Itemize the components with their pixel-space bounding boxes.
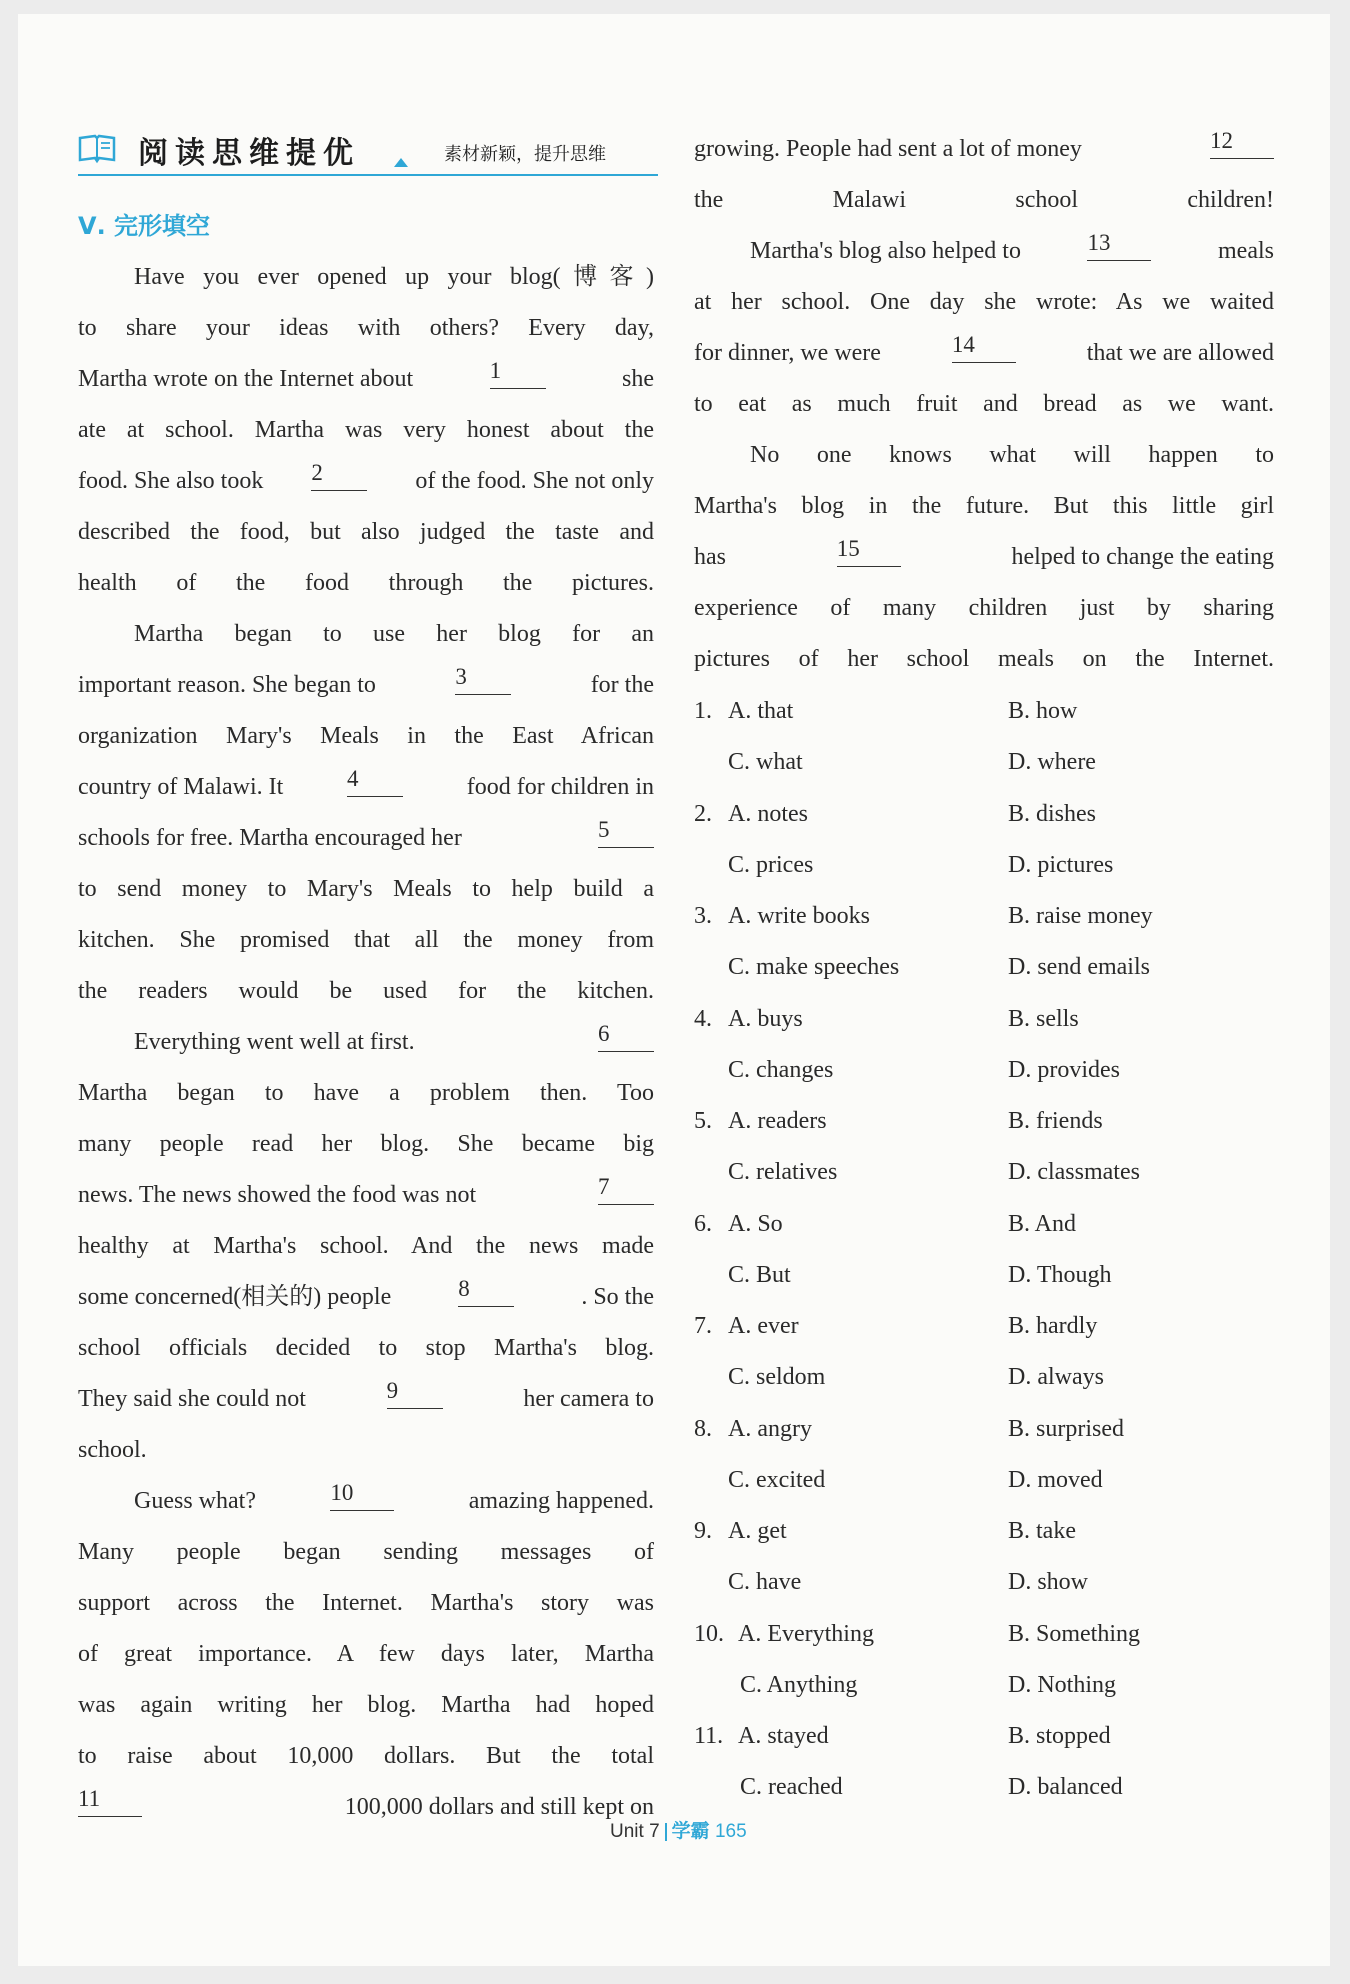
blank-6[interactable]: 6	[598, 1017, 654, 1052]
option-a[interactable]: A. ever	[728, 1313, 799, 1339]
line-text: support across the Internet. Martha's story was	[78, 1590, 654, 1616]
option-c[interactable]: C. make speeches	[728, 954, 900, 980]
footer-unit: Unit 7	[610, 1821, 660, 1842]
passage-line	[78, 1782, 654, 1833]
passage-line	[78, 1221, 654, 1272]
header-triangle-marker	[394, 158, 408, 167]
option-b[interactable]: B. take	[1008, 1518, 1076, 1544]
option-c[interactable]: C. excited	[728, 1466, 826, 1493]
blank-8[interactable]: 8	[458, 1272, 514, 1307]
passage-line	[78, 252, 654, 303]
line-text: Guess what?	[134, 1488, 256, 1514]
passage-line	[78, 1374, 654, 1425]
passage-line	[78, 303, 654, 354]
line-text: important reason. She began to	[78, 672, 376, 698]
passage-line	[78, 1578, 654, 1629]
line-text: Many people began sending messages of	[78, 1539, 654, 1565]
question-number: 7.	[694, 1313, 712, 1339]
line-text: to share your ideas with others? Every day,	[78, 315, 654, 341]
line-text: helped to change the eating	[1011, 544, 1274, 570]
line-text: to eat as much fruit and bread as we want.	[694, 391, 1274, 417]
option-a[interactable]: A. get	[728, 1518, 787, 1544]
header-title: 阅读思维提优	[138, 136, 360, 171]
section-header	[78, 118, 658, 176]
passage-line	[78, 915, 654, 966]
line-text: Martha began to have a problem then. Too	[78, 1080, 654, 1106]
line-text: described the food, but also judged the taste and	[78, 519, 654, 545]
line-text: country of Malawi. It	[78, 774, 284, 800]
line-text: meals	[1218, 238, 1274, 264]
question-number: 2.	[694, 800, 712, 827]
option-c[interactable]: C. Anything	[740, 1671, 858, 1698]
passage-line	[78, 1170, 654, 1221]
line-text: healthy at Martha's school. And the news made	[78, 1233, 654, 1259]
line-text: amazing happened.	[468, 1488, 654, 1514]
passage-line	[78, 1731, 654, 1782]
option-b[interactable]: B. And	[1008, 1210, 1077, 1237]
line-text: her camera to	[523, 1386, 654, 1412]
option-c[interactable]: C. prices	[728, 851, 814, 878]
passage-line	[78, 813, 654, 864]
option-d[interactable]: D. provides	[1008, 1056, 1120, 1083]
blank-3[interactable]: 3	[455, 660, 511, 695]
passage-line	[78, 1527, 654, 1578]
option-a[interactable]: A. readers	[728, 1108, 827, 1134]
passage-line	[78, 1476, 654, 1527]
option-b[interactable]: B. hardly	[1008, 1313, 1098, 1339]
option-a[interactable]: A. So	[728, 1210, 783, 1237]
option-a[interactable]: A. buys	[728, 1005, 803, 1032]
passage-line	[78, 1425, 654, 1476]
option-b[interactable]: B. friends	[1008, 1108, 1103, 1134]
line-text: organization Mary's Meals in the East African	[78, 723, 654, 749]
blank-1[interactable]: 1	[490, 354, 546, 389]
line-text: food. She also took	[78, 468, 264, 494]
line-text: the readers would be used for the kitchen.	[78, 978, 654, 1004]
blank-7[interactable]: 7	[598, 1170, 654, 1205]
line-text: ate at school. Martha was very honest about the	[78, 417, 654, 443]
line-text: that we are allowed	[1086, 340, 1274, 366]
passage-line	[78, 609, 654, 660]
passage-line	[694, 226, 1274, 277]
section-title: Ⅴ. 完形填空	[78, 212, 211, 240]
line-text: Everything went well at first.	[134, 1029, 415, 1055]
line-text: to send money to Mary's Meals to help build a	[78, 876, 654, 902]
line-text: Martha began to use her blog for an	[134, 621, 654, 647]
blank-10[interactable]: 10	[330, 1476, 394, 1511]
option-d[interactable]: D. where	[1008, 749, 1096, 775]
option-b[interactable]: B. how	[1008, 698, 1078, 724]
option-a[interactable]: A. stayed	[738, 1723, 829, 1749]
line-text: growing. People had sent a lot of money	[694, 136, 1082, 162]
blank-12[interactable]: 12	[1210, 124, 1274, 159]
line-text: Martha wrote on the Internet about	[78, 366, 414, 392]
option-b[interactable]: B. dishes	[1008, 800, 1097, 827]
option-a[interactable]: A. that	[728, 698, 794, 724]
option-c[interactable]: C. seldom	[728, 1364, 826, 1390]
option-d[interactable]: D. Nothing	[1008, 1671, 1116, 1698]
passage-line	[78, 660, 654, 711]
option-b[interactable]: B. sells	[1008, 1005, 1079, 1032]
passage-line	[78, 405, 654, 456]
line-text: food for children in	[466, 774, 654, 800]
line-text: some concerned(相关的) people	[78, 1284, 392, 1310]
option-b[interactable]: B. raise money	[1008, 903, 1153, 929]
passage-line	[78, 1017, 654, 1068]
question-number: 8.	[694, 1415, 712, 1442]
passage-line	[694, 583, 1274, 634]
blank-2[interactable]: 2	[311, 456, 367, 491]
passage-line	[78, 1272, 654, 1323]
passage-line	[78, 1119, 654, 1170]
passage-line	[694, 328, 1274, 379]
passage-line	[78, 1629, 654, 1680]
blank-11[interactable]: 11	[78, 1782, 142, 1817]
question-number: 3.	[694, 903, 712, 929]
passage-line	[694, 175, 1274, 226]
option-d[interactable]: D. moved	[1008, 1466, 1103, 1493]
passage-line	[78, 1680, 654, 1731]
line-text: she	[622, 366, 654, 392]
option-d[interactable]: D. always	[1008, 1364, 1104, 1390]
option-b[interactable]: B. stopped	[1008, 1723, 1111, 1749]
option-d[interactable]: D. Though	[1008, 1261, 1112, 1288]
page-number: 165	[714, 1821, 747, 1842]
line-text: to raise about 10,000 dollars. But the total	[78, 1743, 654, 1769]
line-text: health of the food through the pictures.	[78, 570, 654, 596]
blank-5[interactable]: 5	[598, 813, 654, 848]
question-number: 11.	[694, 1723, 724, 1749]
line-text: schools for free. Martha encouraged her	[78, 825, 462, 851]
line-text: experience of many children just by sharing	[694, 595, 1274, 621]
passage-line	[78, 354, 654, 405]
passage-line	[694, 124, 1274, 175]
option-a[interactable]: A. write books	[728, 903, 870, 929]
line-text: at her school. One day she wrote: As we waited	[694, 289, 1274, 315]
option-a[interactable]: A. angry	[728, 1415, 812, 1442]
line-text: was again writing her blog. Martha had hoped	[78, 1692, 654, 1718]
blank-4[interactable]: 4	[347, 762, 403, 797]
line-text: has	[694, 544, 726, 570]
passage-line	[78, 864, 654, 915]
option-c[interactable]: C. changes	[728, 1056, 834, 1083]
line-text: Martha's blog also helped to	[750, 238, 1021, 264]
passage-line	[78, 1068, 654, 1119]
option-c[interactable]: C. what	[728, 749, 803, 775]
options-list	[694, 686, 1274, 1826]
question-number: 9.	[694, 1518, 712, 1544]
option-c[interactable]: C. But	[728, 1261, 791, 1288]
option-d[interactable]: D. send emails	[1008, 954, 1150, 980]
passage-right-column	[694, 124, 1274, 685]
option-c[interactable]: C. reached	[740, 1774, 843, 1800]
passage-line	[78, 507, 654, 558]
option-c[interactable]: C. relatives	[728, 1159, 838, 1185]
passage-line	[694, 277, 1274, 328]
blank-15[interactable]: 15	[837, 532, 901, 567]
line-text: the Malawi school children!	[694, 187, 1274, 213]
line-text: kitchen. She promised that all the money from	[78, 927, 654, 953]
footer-brand: 学霸	[671, 1821, 710, 1842]
passage-line	[78, 966, 654, 1017]
passage-line	[78, 762, 654, 813]
passage-line	[78, 558, 654, 609]
line-text: school officials decided to stop Martha's blog.	[78, 1335, 654, 1361]
question-number: 10.	[694, 1620, 724, 1647]
line-text: They said she could not	[78, 1386, 306, 1412]
passage-line	[694, 481, 1274, 532]
line-text: for dinner, we were	[694, 340, 881, 366]
passage-line	[78, 1323, 654, 1374]
line-text: . So the	[581, 1284, 654, 1310]
passage-line	[694, 532, 1274, 583]
line-text: many people read her blog. She became big	[78, 1131, 654, 1157]
line-text: for the	[590, 672, 654, 698]
passage-line	[78, 711, 654, 762]
line-text: Martha's blog in the future. But this little girl	[694, 493, 1274, 519]
option-a[interactable]: A. notes	[728, 800, 808, 827]
blank-14[interactable]: 14	[952, 328, 1016, 363]
line-text: school.	[78, 1437, 147, 1463]
line-text: of the food. She not only	[415, 468, 654, 494]
line-text: of great importance. A few days later, Martha	[78, 1641, 654, 1667]
blank-13[interactable]: 13	[1087, 226, 1151, 261]
page-footer	[610, 1816, 747, 1843]
book-icon	[78, 134, 116, 164]
passage-line	[694, 430, 1274, 481]
passage-line	[694, 634, 1274, 685]
option-d[interactable]: D. pictures	[1008, 851, 1114, 878]
passage-line	[694, 379, 1274, 430]
footer-separator	[665, 1823, 667, 1841]
line-text: 100,000 dollars and still kept on	[344, 1794, 654, 1820]
question-number: 6.	[694, 1210, 712, 1237]
question-number: 5.	[694, 1108, 712, 1134]
blank-9[interactable]: 9	[387, 1374, 443, 1409]
line-text: Have you ever opened up your blog(博客)	[134, 264, 654, 290]
option-d[interactable]: D. classmates	[1008, 1159, 1140, 1185]
header-subtitle: 素材新颖，提升思维	[444, 144, 606, 165]
option-b[interactable]: B. surprised	[1008, 1415, 1124, 1442]
line-text: news. The news showed the food was not	[78, 1182, 477, 1208]
option-a[interactable]: A. Everything	[738, 1620, 874, 1647]
option-d[interactable]: D. balanced	[1008, 1774, 1123, 1800]
passage-line	[78, 456, 654, 507]
line-text: No one knows what will happen to	[750, 442, 1274, 468]
option-d[interactable]: D. show	[1008, 1569, 1089, 1595]
line-text: pictures of her school meals on the Internet.	[694, 646, 1274, 672]
question-number: 4.	[694, 1005, 712, 1032]
question-number: 1.	[694, 698, 712, 724]
option-c[interactable]: C. have	[728, 1569, 802, 1595]
passage-left-column	[78, 252, 654, 1833]
option-b[interactable]: B. Something	[1008, 1620, 1141, 1647]
